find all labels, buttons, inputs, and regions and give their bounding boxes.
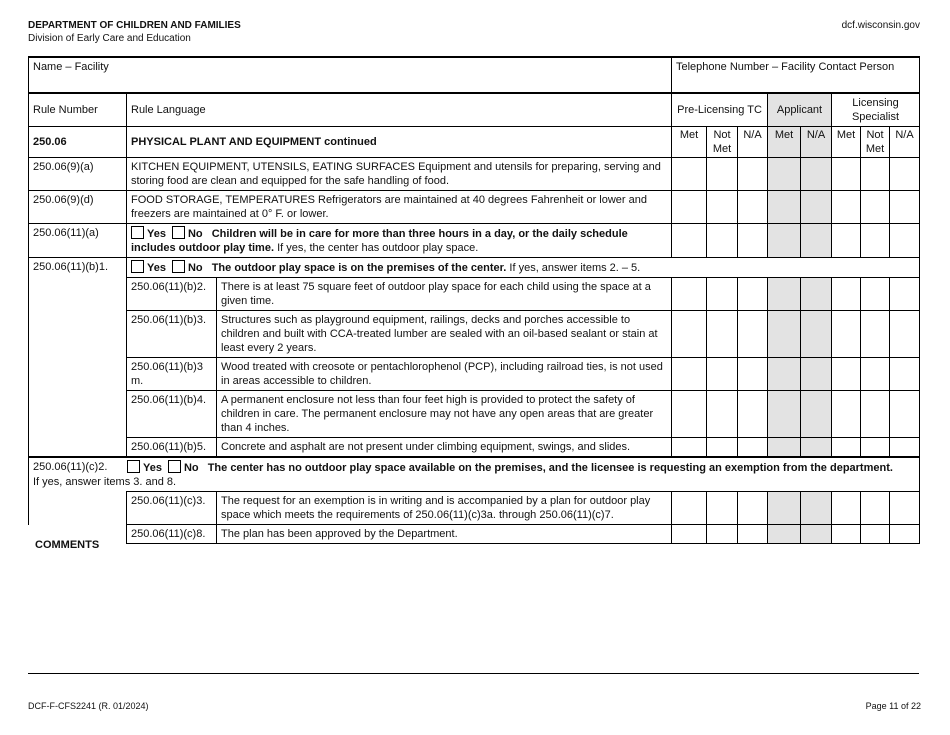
checkbox-cell[interactable] (832, 224, 861, 258)
checkbox-cell[interactable] (738, 224, 768, 258)
checkbox-cell[interactable] (861, 191, 890, 224)
prelicensing-header: Pre-Licensing TC (672, 93, 768, 127)
checkbox-cell[interactable] (861, 311, 890, 358)
subheader-met: Met (832, 127, 861, 158)
checkbox-cell[interactable] (801, 438, 832, 458)
checkbox-cell[interactable] (890, 438, 920, 458)
checkbox-cell[interactable] (707, 525, 738, 544)
question-text: The center has no outdoor play space available on the premises, and the licensee is requesting an exemption from the department. (207, 462, 893, 474)
checkbox-cell[interactable] (861, 158, 890, 191)
checkbox-cell[interactable] (768, 438, 801, 458)
applicant-header: Applicant (768, 93, 832, 127)
checkbox-cell[interactable] (707, 191, 738, 224)
rule-text: Wood treated with creosote or pentachlorophenol (PCP), including railroad ties, is not used in areas accessible to children. (217, 358, 672, 391)
sub-rule-number: 250.06(11)(b)3 m. (127, 358, 217, 391)
subheader-met: Met (768, 127, 801, 158)
table-row (29, 438, 920, 458)
page-number: Page 11 of 22 (865, 701, 921, 711)
checkbox-cell[interactable] (707, 278, 738, 311)
sub-rule-number: 250.06(11)(b)5. (127, 438, 217, 458)
subheader-met: Met (672, 127, 707, 158)
no-checkbox[interactable] (168, 460, 181, 473)
checkbox-cell[interactable] (861, 492, 890, 525)
checkbox-cell[interactable] (861, 438, 890, 458)
rule-text (127, 258, 920, 278)
checkbox-cell[interactable] (890, 224, 920, 258)
page-header (28, 20, 920, 50)
checkbox-cell[interactable] (738, 278, 768, 311)
rule-text: A permanent enclosure not less than four feet high is provided to protect the safety of children in care. The permanent enclosure may not have any open areas that are greater than 4 inches. (217, 391, 672, 438)
checkbox-cell[interactable] (768, 358, 801, 391)
rule-number: 250.06(9)(a) (29, 158, 127, 191)
table-row (29, 258, 920, 278)
checkbox-cell[interactable] (890, 358, 920, 391)
table-row (29, 191, 920, 224)
checkbox-cell[interactable] (890, 525, 920, 544)
checkbox-cell[interactable] (707, 158, 738, 191)
checkbox-cell[interactable] (861, 358, 890, 391)
c2-layout (33, 460, 915, 489)
table-row (29, 358, 920, 391)
yes-checkbox[interactable] (131, 260, 144, 273)
rule-number: 250.06(11)(b)1. (29, 258, 127, 458)
no-label: No (187, 228, 203, 240)
facility-name-label: Name – Facility (33, 61, 109, 73)
checkbox-cell[interactable] (707, 358, 738, 391)
checkbox-cell[interactable] (768, 311, 801, 358)
checkbox-cell[interactable] (738, 391, 768, 438)
checkbox-cell[interactable] (672, 438, 707, 458)
checkbox-cell[interactable] (672, 311, 707, 358)
checkbox-cell[interactable] (672, 492, 707, 525)
sub-rule-number: 250.06(11)(b)4. (127, 391, 217, 438)
instruction-text: If yes, the center has outdoor play space. (277, 242, 479, 254)
checkbox-cell[interactable] (768, 158, 801, 191)
checkbox-cell[interactable] (832, 191, 861, 224)
form-id: DCF-F-CFS2241 (R. 01/2024) (28, 701, 149, 711)
subheader-na: N/A (738, 127, 768, 158)
checkbox-cell[interactable] (801, 492, 832, 525)
checkbox-cell[interactable] (861, 278, 890, 311)
rule-number: 250.06(11)(a) (29, 224, 127, 258)
yes-checkbox[interactable] (131, 226, 144, 239)
question-text: The outdoor play space is on the premises of the center. (211, 262, 507, 274)
yes-checkbox[interactable] (127, 460, 140, 473)
table-row (29, 457, 920, 492)
subheader-na: N/A (890, 127, 920, 158)
checkbox-cell[interactable] (672, 391, 707, 438)
checkbox-cell[interactable] (707, 391, 738, 438)
checkbox-cell[interactable] (768, 191, 801, 224)
section-title: PHYSICAL PLANT AND EQUIPMENT continued (127, 127, 672, 158)
subheader-not-met: Not Met (707, 127, 738, 158)
rule-text: Concrete and asphalt are not present under climbing equipment, swings, and slides. (217, 438, 672, 458)
instruction-text: If yes, answer items 2. – 5. (509, 262, 641, 274)
table-row (29, 525, 920, 544)
rule-text: KITCHEN EQUIPMENT, UTENSILS, EATING SURFACES Equipment and utensils for preparing, serving and storing food are clean and equipped for the safe handling of food. (127, 158, 672, 191)
checkbox-cell[interactable] (832, 158, 861, 191)
comments-divider (28, 673, 919, 674)
checkbox-cell[interactable] (707, 438, 738, 458)
rule-number: 250.06(9)(d) (29, 191, 127, 224)
checkbox-cell[interactable] (801, 158, 832, 191)
checkbox-cell[interactable] (890, 158, 920, 191)
checklist-table (28, 56, 920, 544)
yes-label: Yes (147, 262, 166, 274)
section-number: 250.06 (29, 127, 127, 158)
checkbox-cell[interactable] (801, 224, 832, 258)
sub-rule-number: 250.06(11)(b)2. (127, 278, 217, 311)
checkbox-cell[interactable] (672, 525, 707, 544)
division-name: Division of Early Care and Education (28, 33, 191, 44)
rule-text: There is at least 75 square feet of outdoor play space for each child using the space at a given time. (217, 278, 672, 311)
checkbox-cell[interactable] (832, 358, 861, 391)
indent-spacer (29, 492, 127, 525)
checkbox-cell[interactable] (707, 492, 738, 525)
website-link[interactable]: dcf.wisconsin.gov (841, 20, 920, 31)
checkbox-cell[interactable] (832, 278, 861, 311)
checkbox-cell[interactable] (801, 525, 832, 544)
checkbox-cell[interactable] (768, 391, 801, 438)
rule-language-header: Rule Language (127, 93, 672, 127)
checkbox-cell[interactable] (768, 492, 801, 525)
yes-label: Yes (147, 228, 166, 240)
checkbox-cell[interactable] (861, 391, 890, 438)
checkbox-cell[interactable] (801, 391, 832, 438)
checkbox-cell[interactable] (768, 224, 801, 258)
sub-rule-number: 250.06(11)(b)3. (127, 311, 217, 358)
comments-label: COMMENTS (35, 539, 100, 551)
checkbox-cell[interactable] (861, 525, 890, 544)
checkbox-cell[interactable] (738, 492, 768, 525)
checkbox-cell[interactable] (861, 224, 890, 258)
subheader-na: N/A (801, 127, 832, 158)
checkbox-cell[interactable] (738, 191, 768, 224)
table-row (29, 224, 920, 258)
rule-number-header: Rule Number (29, 93, 127, 127)
checkbox-cell[interactable] (707, 224, 738, 258)
instruction-text: If yes, answer items 3. and 8. (33, 476, 177, 488)
checkbox-cell[interactable] (890, 311, 920, 358)
checkbox-cell[interactable] (890, 278, 920, 311)
table-row (29, 391, 920, 438)
checkbox-cell[interactable] (707, 311, 738, 358)
checkbox-cell[interactable] (832, 391, 861, 438)
table-row (29, 278, 920, 311)
sub-rule-number: 250.06(11)(c)8. (127, 525, 217, 544)
table-row (29, 311, 920, 358)
checkbox-cell[interactable] (768, 278, 801, 311)
checkbox-cell[interactable] (890, 492, 920, 525)
checkbox-cell[interactable] (738, 525, 768, 544)
rule-text (127, 224, 672, 258)
table-row (29, 492, 920, 525)
checkbox-cell[interactable] (672, 224, 707, 258)
checkbox-cell[interactable] (672, 278, 707, 311)
yes-label: Yes (143, 462, 162, 474)
checkbox-cell[interactable] (672, 358, 707, 391)
rule-text (29, 457, 920, 492)
checkbox-cell[interactable] (801, 278, 832, 311)
rule-number: 250.06(11)(c)2. (33, 461, 108, 473)
checkbox-cell[interactable] (832, 438, 861, 458)
rule-text: Structures such as playground equipment, railings, decks and porches accessible to children and built with CCA-treated lumber are sealed with an oil-based sealant or stain at least every 2 years. (217, 311, 672, 358)
checkbox-cell[interactable] (801, 358, 832, 391)
contact-phone-field[interactable] (672, 57, 920, 93)
checkbox-cell[interactable] (738, 358, 768, 391)
no-checkbox[interactable] (172, 226, 185, 239)
checkbox-cell[interactable] (768, 525, 801, 544)
licensing-header: Licensing Specialist (832, 93, 920, 127)
checkbox-cell[interactable] (738, 311, 768, 358)
rule-text: The request for an exemption is in writing and is accompanied by a plan for outdoor play space which meets the requirements of 250.06(11)(c)3a. through 250.06(11)(c)7. (217, 492, 672, 525)
checkbox-cell[interactable] (890, 391, 920, 438)
rule-text: The plan has been approved by the Department. (217, 525, 672, 544)
checkbox-cell[interactable] (801, 311, 832, 358)
checkbox-cell[interactable] (832, 492, 861, 525)
checkbox-cell[interactable] (890, 191, 920, 224)
checkbox-cell[interactable] (738, 158, 768, 191)
checkbox-cell[interactable] (832, 525, 861, 544)
checkbox-cell[interactable] (801, 191, 832, 224)
checkbox-cell[interactable] (832, 311, 861, 358)
subheader-not-met: Not Met (861, 127, 890, 158)
table-row (29, 158, 920, 191)
checkbox-cell[interactable] (672, 191, 707, 224)
sub-rule-number: 250.06(11)(c)3. (127, 492, 217, 525)
question-text: Children will be in care for more than three hours in a day, or the daily schedule includes outdoor play time. (131, 228, 628, 254)
facility-name-field[interactable] (29, 57, 672, 93)
department-name: DEPARTMENT OF CHILDREN AND FAMILIES (28, 20, 241, 31)
question-line (127, 460, 915, 475)
checkbox-cell[interactable] (738, 438, 768, 458)
no-label: No (183, 462, 199, 474)
rule-text: FOOD STORAGE, TEMPERATURES Refrigerators are maintained at 40 degrees Fahrenheit or lower and freezers are maintained at 0° F. or lower. (127, 191, 672, 224)
checkbox-cell[interactable] (672, 158, 707, 191)
no-checkbox[interactable] (172, 260, 185, 273)
contact-phone-label: Telephone Number – Facility Contact Person (676, 61, 895, 73)
no-label: No (187, 262, 203, 274)
